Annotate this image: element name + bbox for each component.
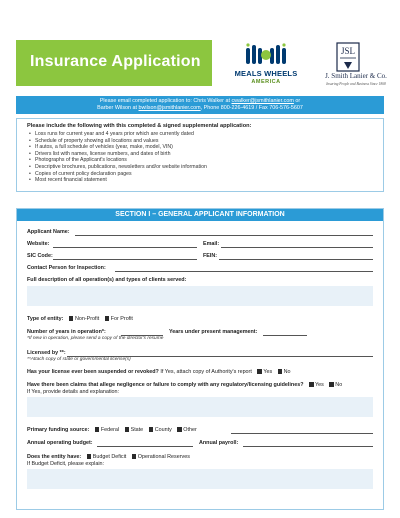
years-note: *If new in operation, please send a copy of the director's resume: [27, 336, 164, 341]
jsl-monogram-text: JSL: [340, 46, 356, 56]
website-field[interactable]: [53, 247, 197, 248]
licensed-by-label: Licensed by **:: [27, 350, 66, 356]
checkbox-claims-no[interactable]: [329, 382, 334, 387]
funding-other-field[interactable]: [231, 433, 373, 434]
checkbox-for-profit[interactable]: [105, 316, 110, 321]
checkbox-state[interactable]: [125, 427, 130, 432]
supplemental-requirements: [16, 118, 384, 192]
deficit-note: If Budget Deficit, please explain:: [27, 461, 105, 467]
annual-payroll-label: Annual payroll:: [199, 440, 239, 446]
checkbox-other[interactable]: [177, 427, 182, 432]
supplemental-heading: Please include the following with this completed & signed supplemental application:: [27, 123, 252, 129]
contact-bar: [16, 96, 384, 114]
fein-label: FEIN:: [203, 253, 218, 259]
list-item: • Loss runs for current year and 4 years prior which are currently dated: [27, 131, 373, 138]
years-management-label: Years under present management:: [169, 329, 258, 335]
header: [0, 0, 400, 90]
deficit-explain-field[interactable]: [27, 469, 373, 489]
contact-line-1: Please email completed application to: Chris Walker at cwalker@jsmithlanier.com or: [99, 98, 301, 104]
checkbox-county[interactable]: [149, 427, 154, 432]
years-management-field[interactable]: [263, 335, 307, 336]
list-item: • Drivers list with names, license numbers, and dates of birth: [27, 151, 373, 158]
section-general-applicant-info: [16, 208, 384, 510]
page-title: Insurance Application: [30, 53, 201, 70]
email-label: Email:: [203, 241, 220, 247]
mow-subtitle: AMERICA: [251, 79, 281, 85]
list-item: • Photographs of the Applicant's locations: [27, 157, 373, 164]
annual-budget-label: Annual operating budget:: [27, 440, 93, 446]
email-link-bwilson[interactable]: bwilson@jsmithlanier.com: [138, 105, 201, 111]
applicant-name-field[interactable]: [75, 235, 373, 236]
list-item: • If autos, a full schedule of vehicles (year, make, model, VIN): [27, 144, 373, 151]
description-field[interactable]: [27, 286, 373, 306]
list-item: • Copies of current policy declaration pages: [27, 171, 373, 178]
checkbox-budget-deficit[interactable]: [87, 454, 92, 459]
contact-person-label: Contact Person for Inspection:: [27, 265, 106, 271]
fein-field[interactable]: [219, 259, 373, 260]
contact-person-field[interactable]: [115, 271, 373, 272]
checkbox-operational-reserves[interactable]: [132, 454, 137, 459]
list-item: • Descriptive brochures, publications, newsletters and/or website information: [27, 164, 373, 171]
checkbox-claims-yes[interactable]: [309, 382, 314, 387]
funding-row: Primary funding source: Federal State County Other: [27, 427, 197, 433]
entity-have-row: Does the entity have: Budget Deficit Operational Reserves: [27, 454, 190, 460]
checkbox-suspended-no[interactable]: [278, 369, 283, 374]
list-item: • Most recent financial statement: [27, 177, 373, 184]
jsl-tagline: Insuring People and Business Since 1868: [326, 82, 386, 86]
email-field[interactable]: [221, 247, 373, 248]
suspended-row: Has your license ever been suspended or revoked? If Yes, attach copy of Authority's report Yes No: [27, 369, 291, 375]
sic-code-field[interactable]: [53, 259, 197, 260]
list-item: • Schedule of property showing all locations and values: [27, 138, 373, 145]
entity-type-row: Type of entity: Non-Profit For Profit: [27, 316, 133, 322]
checkbox-federal[interactable]: [95, 427, 100, 432]
applicant-name-label: Applicant Name:: [27, 229, 70, 235]
supplemental-list: [27, 131, 373, 184]
claims-details-field[interactable]: [27, 397, 373, 417]
meals-on-wheels-logo: [224, 42, 308, 90]
jsl-monogram-icon: [336, 42, 360, 72]
licensed-note: **Attach copy of state or governmental license(s): [27, 357, 131, 362]
email-link-cwalker[interactable]: cwalker@jsmithlanier.com: [231, 98, 294, 104]
mow-wordmark: MEALS WHEELS: [234, 69, 298, 78]
sic-code-label: SIC Code:: [27, 253, 53, 259]
checkbox-suspended-yes[interactable]: [257, 369, 262, 374]
description-label: Full description of all operation(s) and types of clients served:: [27, 277, 187, 283]
contact-line-2: Barber Wilson at bwilson@jsmithlanier.com, Phone 800-226-4619 / Fax 706-576-5607: [97, 105, 303, 111]
meals-on-wheels-mark-icon: [244, 42, 288, 66]
section-title: SECTION I – GENERAL APPLICANT INFORMATION: [17, 209, 383, 221]
jsl-logo: [316, 42, 396, 90]
checkbox-non-profit[interactable]: [69, 316, 74, 321]
website-label: Website:: [27, 241, 50, 247]
annual-budget-field[interactable]: [97, 446, 193, 447]
claims-note: If Yes, provide details and explanation:: [27, 389, 120, 395]
years-operation-label: Number of years in operation*:: [27, 329, 106, 335]
annual-payroll-field[interactable]: [243, 446, 373, 447]
claims-row: Have there been claims that allege negligence or failure to comply with any regulatory/licensing guidelines? Yes No: [27, 382, 343, 388]
jsl-name: J. Smith Lanier & Co.: [325, 72, 387, 80]
